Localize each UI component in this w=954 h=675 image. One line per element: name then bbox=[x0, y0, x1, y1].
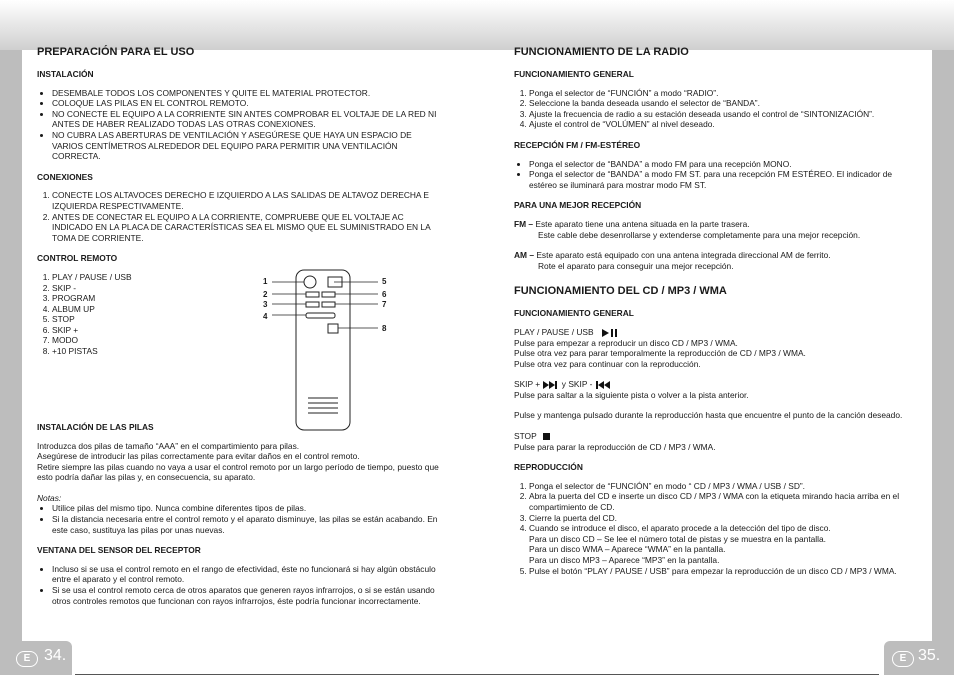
notes-label: Notas: bbox=[37, 492, 62, 503]
paragraph: Pulse para empezar a reproducir un disco CD / MP3 / WMA. bbox=[514, 337, 738, 348]
section-heading-sensor: VENTANA DEL SENSOR DEL RECEPTOR bbox=[37, 545, 201, 556]
skip-plus-label: SKIP + bbox=[514, 379, 541, 390]
list-item: • Si la distancia necesaria entre el control remoto y el aparato disminuye, las pilas se están acabando. En este caso, sustituya las pilas por unas nuevas. bbox=[52, 514, 439, 535]
sensor-list bbox=[37, 564, 439, 606]
notes-list bbox=[37, 503, 439, 535]
paragraph: Pulse para parar la reproducción de CD / MP3 / WMA. bbox=[514, 441, 716, 452]
remote-diagram bbox=[258, 266, 394, 436]
paragraph: Introduzca dos pilas de tamaño “AAA” en el compartimiento para pilas. bbox=[37, 440, 300, 451]
fm-list bbox=[514, 159, 918, 191]
fm-text: Este aparato tiene una antena situada en la parte trasera. bbox=[533, 218, 750, 229]
list-item: 4. Ajuste el control de “VOLÚMEN” al nivel deseado. bbox=[529, 119, 918, 130]
page-number-right bbox=[884, 641, 954, 675]
remote-control-icon bbox=[258, 266, 394, 436]
section-heading-repro: REPRODUCCIÓN bbox=[514, 462, 583, 473]
header-band bbox=[0, 0, 954, 50]
list-item: • Si se usa el control remoto cerca de otros aparatos que generen rayos infrarrojos, o si se están usando otros controles remotos que funcionan con rayos infrarrojos, éste podría funcionar incorrectamente. bbox=[52, 585, 439, 606]
stop-label: STOP bbox=[514, 431, 537, 442]
list-item: 2. SKIP - bbox=[52, 283, 222, 294]
page-number: 35. bbox=[918, 647, 941, 664]
section-heading-mejor: PARA UNA MEJOR RECEPCIÓN bbox=[514, 200, 642, 211]
list-item: 4. ALBUM UP bbox=[52, 304, 222, 315]
play-label: PLAY / PAUSE / USB bbox=[514, 326, 594, 337]
instalacion-list bbox=[37, 88, 439, 162]
list-item: • Ponga el selector de “BANDA” a modo FM ST. para una recepción FM ESTÉREO. El indicador de estéreo se iluminará para mostrar modo FM ST. bbox=[529, 169, 918, 190]
remote-section bbox=[37, 272, 439, 422]
paragraph: Pulse otra vez para continuar con la reproducción. bbox=[514, 358, 701, 369]
sub-item: Para un disco WMA – Aparece “WMA” en la pantalla. bbox=[529, 544, 726, 555]
radio-general-list bbox=[514, 88, 918, 130]
page-number: 34. bbox=[44, 647, 67, 664]
remote-label-2: 2 bbox=[263, 289, 268, 299]
section-heading-general: FUNCIONAMIENTO GENERAL bbox=[514, 69, 634, 79]
remote-label-6: 6 bbox=[382, 289, 387, 299]
sub-item: Para un disco MP3 – Aparece “MP3” en la pantalla. bbox=[529, 555, 720, 565]
left-margin-bar bbox=[0, 50, 22, 675]
cd-title: FUNCIONAMIENTO DEL CD / MP3 / WMA bbox=[514, 285, 727, 298]
paragraph: Retire siempre las pilas cuando no vaya a usar el control remoto por un largo período de tiempo, puesto que esto podría dañar las pilas y, en consecuencia, su aparato. bbox=[37, 461, 439, 483]
language-badge: E bbox=[892, 651, 914, 667]
list-item bbox=[529, 523, 918, 565]
list-item: • NO CUBRA LAS ABERTURAS DE VENTILACIÓN Y ASEGÚRESE QUE HAYA UN ESPACIO DE VARIOS CENTÍMETROS ALREDEDOR DEL EQUIPO PARA PERMITIR UNA VENTILACIÓN CORRECTA. bbox=[52, 130, 439, 162]
am-text: Este aparato está equipado con una antena integrada direccional AM de ferrito. bbox=[534, 250, 831, 261]
skip-row bbox=[514, 379, 918, 390]
remote-label-7: 7 bbox=[382, 299, 387, 309]
am-label: AM – bbox=[514, 250, 535, 261]
am-text-2: Rote el aparato para conseguir una mejor recepción. bbox=[538, 260, 734, 271]
list-item: 1. CONECTE LOS ALTAVOCES DERECHO E IZQUIERDO A LAS SALIDAS DE ALTAVOZ DERECHA E IZQUIERDA RESPECTIVAMENTE. bbox=[52, 190, 439, 211]
list-item: • NO CONECTE EL EQUIPO A LA CORRIENTE SIN ANTES COMPROBAR EL VOLTAJE DE LA RED NI ANTES DE HABER REALIZADO TODAS LAS OTRAS CONEXIONES. bbox=[52, 109, 439, 130]
list-item: 5. Pulse el botón “PLAY / PAUSE / USB” para empezar la reproducción de un disco CD / MP3 / WMA. bbox=[529, 566, 918, 577]
list-item: • Ponga el selector de “BANDA” a modo FM para una recepción MONO. bbox=[529, 159, 918, 170]
section-heading-instalacion: INSTALACIÓN bbox=[37, 69, 94, 79]
list-item: 7. MODO bbox=[52, 335, 222, 346]
skip-forward-icon bbox=[543, 381, 559, 389]
sub-item: Para un disco CD – Se lee el número total de pistas y se muestra en la pantalla. bbox=[529, 533, 827, 544]
play-row bbox=[514, 327, 918, 338]
list-item: 1. Ponga el selector de “FUNCIÓN” a modo “RADIO”. bbox=[529, 88, 918, 99]
list-item: 2. Abra la puerta del CD e inserte un disco CD / MP3 / WMA con la etiqueta mirando hacia arriba en el compartimiento de CD. bbox=[529, 491, 918, 512]
list-item: 1. PLAY / PAUSE / USB bbox=[52, 272, 222, 283]
paragraph: Pulse para saltar a la siguiente pista o volver a la pista anterior. bbox=[514, 389, 749, 400]
list-item: 2. ANTES DE CONECTAR EL EQUIPO A LA CORRIENTE, COMPRUEBE QUE EL VOLTAJE AC INDICADO EN LA PLACA DE CARACTERÍSTICAS SEA EL MISMO QUE EL SUMINISTRADO EN LA TOMA DE CORRIENTE. bbox=[52, 212, 439, 244]
language-badge: E bbox=[16, 651, 38, 667]
list-item: 8. +10 PISTAS bbox=[52, 346, 222, 357]
section-heading-pilas: INSTALACIÓN DE LAS PILAS bbox=[37, 421, 154, 432]
list-item: • COLOQUE LAS PILAS EN EL CONTROL REMOTO. bbox=[52, 98, 439, 109]
list-item: • DESEMBALE TODOS LOS COMPONENTES Y QUITE EL MATERIAL PROTECTOR. bbox=[52, 88, 439, 99]
skip-minus-label: y SKIP - bbox=[559, 379, 593, 390]
list-item: 3. Cierre la puerta del CD. bbox=[529, 513, 918, 524]
remote-buttons-list bbox=[37, 272, 222, 357]
left-page bbox=[37, 46, 439, 616]
radio-title: FUNCIONAMIENTO DE LA RADIO bbox=[514, 46, 689, 58]
list-item: 2. Seleccione la banda deseada usando el selector de “BANDA”. bbox=[529, 98, 918, 109]
list-item-text: Cuando se introduce el disco, el aparato procede a la detección del tipo de disco. bbox=[529, 523, 831, 534]
fm-paragraph bbox=[514, 219, 918, 230]
page-title: PREPARACIÓN PARA EL USO bbox=[37, 46, 195, 58]
fm-label: FM – bbox=[514, 218, 534, 229]
remote-label-5: 5 bbox=[382, 276, 387, 286]
section-heading-fm: RECEPCIÓN FM / FM-ESTÉREO bbox=[514, 139, 641, 150]
right-margin-bar bbox=[932, 50, 954, 675]
remote-label-4: 4 bbox=[263, 311, 268, 321]
right-page bbox=[514, 46, 918, 586]
section-heading-conexiones: CONEXIONES bbox=[37, 171, 93, 182]
repro-list bbox=[514, 481, 918, 576]
page-number-left bbox=[0, 641, 72, 675]
list-item: 5. STOP bbox=[52, 314, 222, 325]
remote-label-3: 3 bbox=[263, 299, 268, 309]
conexiones-list bbox=[37, 190, 439, 243]
section-heading-control: CONTROL REMOTO bbox=[37, 253, 118, 264]
section-heading-cd-general: FUNCIONAMIENTO GENERAL bbox=[514, 308, 634, 319]
remote-label-1: 1 bbox=[263, 276, 268, 286]
fm-text-2: Este cable debe desenrollarse y extenderse completamente para una mejor recepción. bbox=[538, 229, 861, 240]
stop-row bbox=[514, 431, 918, 442]
play-pause-icon bbox=[600, 329, 618, 337]
list-item: • Utilice pilas del mismo tipo. Nunca combine diferentes tipos de pilas. bbox=[52, 503, 439, 514]
list-item: 1. Ponga el selector de “FUNCIÓN” en modo “ CD / MP3 / WMA / USB / SD”. bbox=[529, 481, 918, 492]
skip-back-icon bbox=[596, 381, 614, 389]
paragraph: Pulse otra vez para parar temporalmente la reproducción de CD / MP3 / WMA. bbox=[514, 348, 806, 359]
paragraph: Asegúrese de introducir las pilas correctamente para evitar daños en el control remoto. bbox=[37, 451, 360, 462]
list-item: 3. Ajuste la frecuencia de radio a su estación deseada usando el control de “SINTONIZACIÓN”. bbox=[529, 109, 918, 120]
am-paragraph bbox=[514, 250, 918, 261]
stop-icon bbox=[543, 433, 551, 441]
list-item: • Incluso si se usa el control remoto en el rango de efectividad, éste no funcionará si hay algún obstáculo entre el aparato y el control remoto. bbox=[52, 564, 439, 585]
remote-label-8: 8 bbox=[382, 323, 387, 333]
list-item: 6. SKIP + bbox=[52, 325, 222, 336]
list-item: 3. PROGRAM bbox=[52, 293, 222, 304]
paragraph: Pulse y mantenga pulsado durante la reproducción hasta que encuentre el punto de la canción deseado. bbox=[514, 410, 903, 421]
